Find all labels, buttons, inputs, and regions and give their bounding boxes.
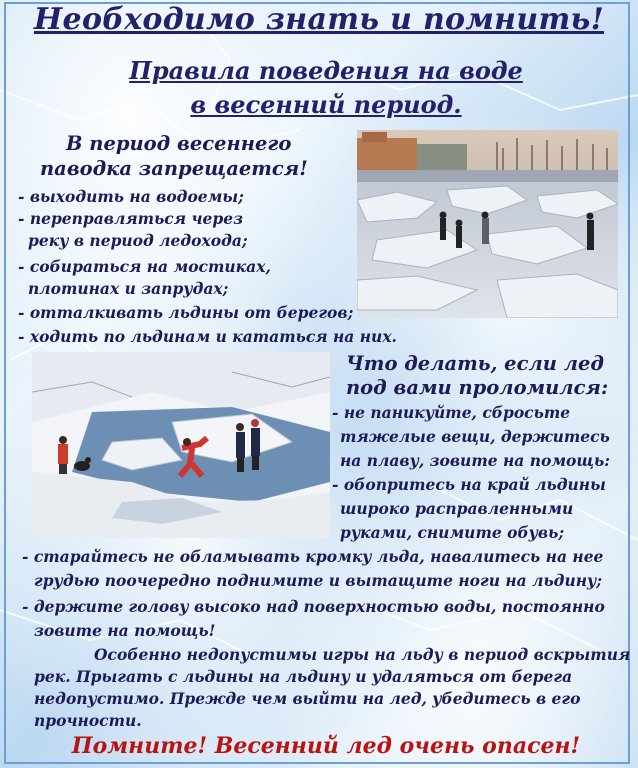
instruction-item-continuation: зовите на помощь! (34, 621, 216, 640)
instruction-item: - не паникуйте, сбросьте (332, 403, 571, 422)
instruction-item-continuation: тяжелые вещи, держитесь (340, 427, 610, 446)
warning-paragraph-line: прочности. (34, 711, 142, 730)
instruction-item: - обопритесь на край льдины (332, 475, 606, 494)
instruction-item: - держите голову высоко над поверхностью воды, постоянно (22, 597, 605, 616)
warning-paragraph-line: рек. Прыгать с льдины на льдину и удаляться от берега (34, 667, 573, 686)
instruction-item: - старайтесь не обламывать кромку льда, навалитесь на нее (22, 547, 604, 566)
photo-children-on-breaking-ice (32, 352, 330, 538)
warning-paragraph-line: недопустимо. Прежде чем выйти на лед, убедитесь в его (34, 689, 581, 708)
section1-heading-line-1: В период весеннего (66, 132, 292, 155)
prohibited-item-continuation: реку в период ледохода; (28, 231, 248, 250)
warning-paragraph-line: Особенно недопустимы игры на льду в период вскрытия (94, 645, 631, 664)
subtitle-line-1: Правила поведения на воде (129, 56, 523, 85)
subtitle-line-2: в весенний период. (190, 90, 462, 119)
section2-heading-line-2: под вами проломился: (346, 376, 609, 399)
instruction-item-continuation: широко расправленными (340, 499, 574, 518)
prohibited-item: - собираться на мостиках, (18, 257, 271, 276)
prohibited-item: - выходить на водоемы; (18, 187, 244, 206)
prohibited-item: - отталкивать льдины от берегов; (18, 303, 354, 322)
page-title: Необходимо знать и помнить! (33, 2, 605, 37)
photo-people-on-river-ice (357, 130, 618, 318)
instruction-item-continuation: на плаву, зовите на помощь: (340, 451, 610, 470)
instruction-item-continuation: грудью поочередно поднимите и вытащите ноги на льдину; (34, 571, 603, 590)
final-warning: Помните! Весенний лед очень опасен! (71, 733, 581, 759)
prohibited-item: - ходить по льдинам и кататься на них. (18, 327, 397, 346)
prohibited-item-continuation: плотинах и запрудах; (28, 279, 229, 298)
prohibited-item: - переправляться через (18, 209, 243, 228)
section1-heading-line-2: паводка запрещается! (40, 157, 308, 180)
section2-heading-line-1: Что делать, если лед (346, 352, 604, 375)
instruction-item-continuation: руками, снимите обувь; (340, 523, 565, 542)
